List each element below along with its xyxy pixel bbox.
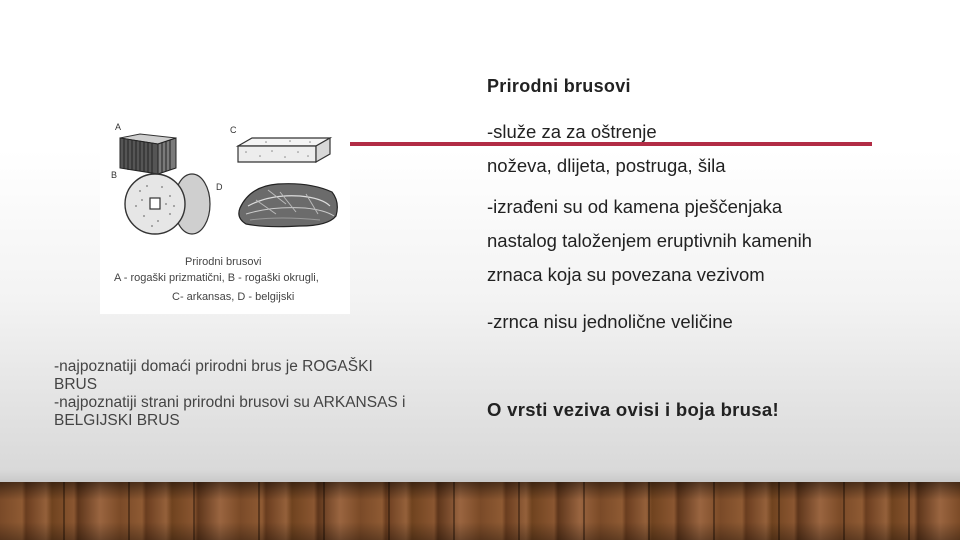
paragraph-material-line3: zrnaca koja su povezana vezivom	[487, 264, 765, 285]
stone-c-arkansas	[238, 138, 330, 162]
label-d: D	[216, 182, 223, 192]
slide-title: Prirodni brusovi	[487, 76, 631, 96]
label-a: A	[115, 122, 122, 132]
note-domestic-brus: -najpoznatiji domaći prirodni brus je ROGAŠKI BRUS	[54, 358, 373, 393]
paragraph-material-line2: nastalog taloženjem eruptivnih kamenih	[487, 230, 812, 251]
note-foreign-brus: -najpoznatiji strani prirodni brusovi su ARKANSAS i BELGIJSKI BRUS	[54, 394, 406, 429]
paragraph-usage-line1: -služe za za oštrenje	[487, 121, 657, 142]
left-notes	[54, 358, 414, 430]
paragraph-grain-size: -zrnca nisu jednolične veličine	[487, 311, 733, 332]
figure-caption-line2: C- arkansas, D - belgijski	[172, 291, 295, 303]
paragraph-material-line1: -izrađeni su od kamena pješčenjaka	[487, 196, 783, 217]
figure-caption-title: Prirodni brusovi	[185, 256, 262, 268]
wooden-floor-decoration	[0, 482, 960, 540]
figure-caption-line1: A - rogaški prizmatični, B - rogaški okrugli,	[114, 272, 319, 284]
whetstones-figure	[100, 116, 350, 314]
stone-d-belgian	[239, 184, 337, 227]
paragraph-material	[487, 190, 812, 292]
label-b: B	[111, 170, 118, 180]
paragraph-usage-line2: noževa, dlijeta, postruga, šila	[487, 155, 726, 176]
stone-a-prismatic	[120, 134, 176, 174]
emphasis-statement: O vrsti veziva ovisi i boja brusa!	[487, 399, 779, 420]
label-c: C	[230, 125, 237, 135]
whetstones-illustration	[100, 116, 350, 314]
paragraph-usage	[487, 115, 726, 183]
stone-b-round	[125, 174, 210, 234]
